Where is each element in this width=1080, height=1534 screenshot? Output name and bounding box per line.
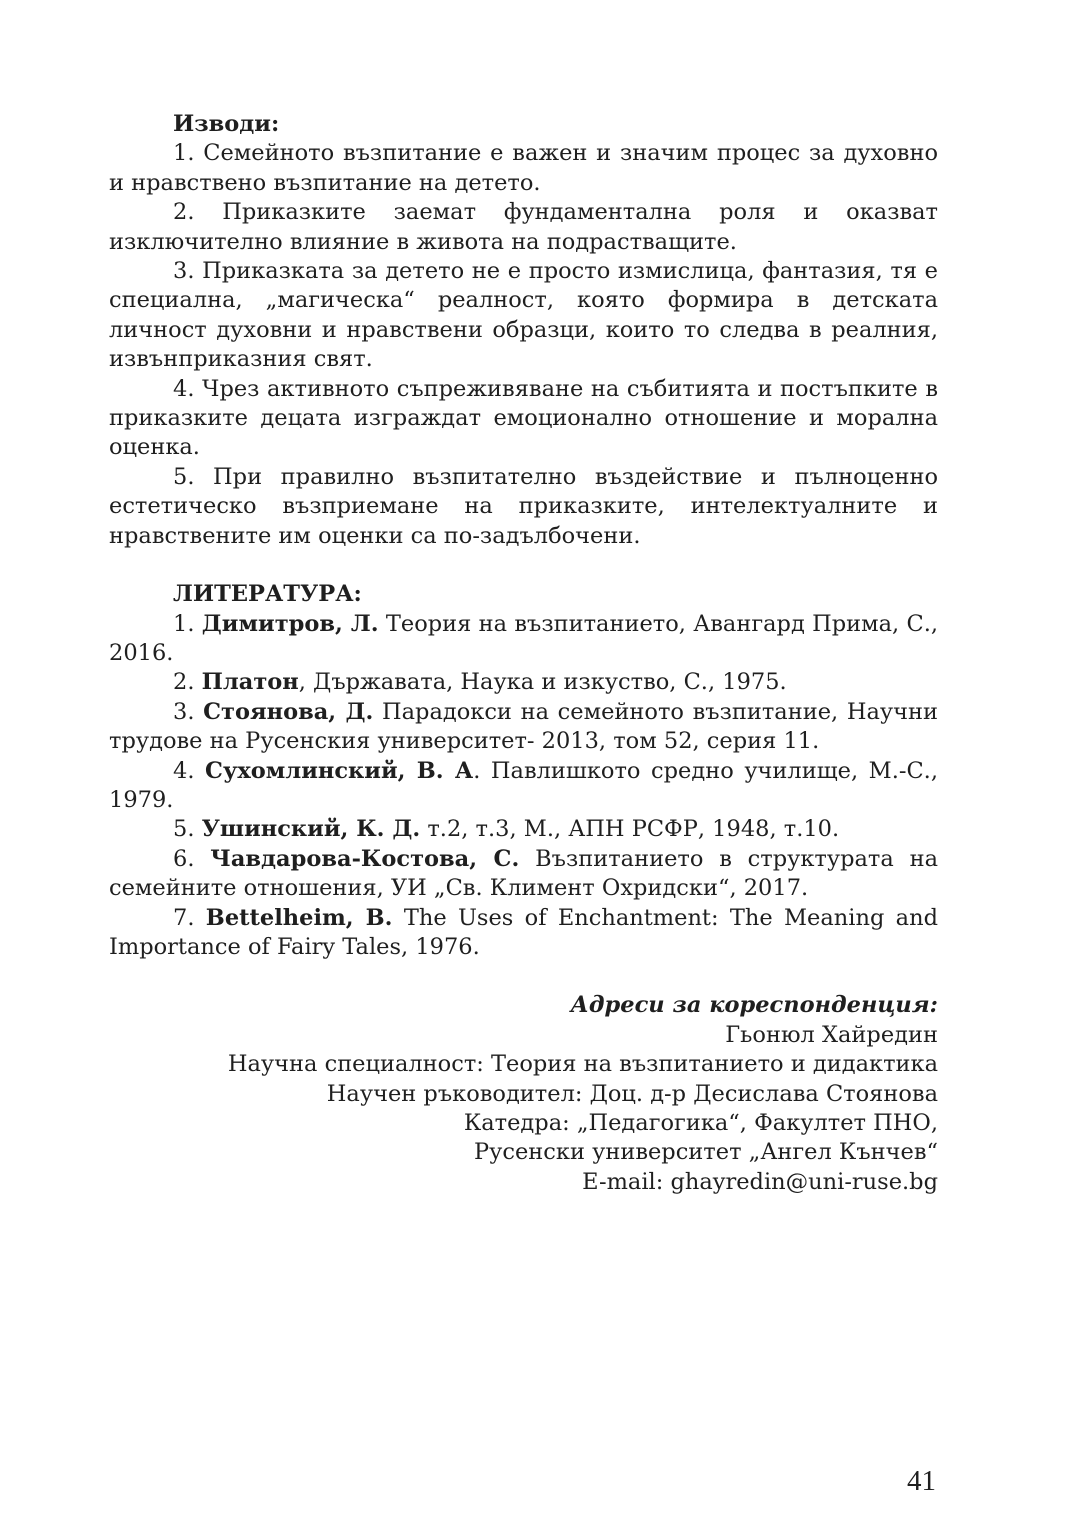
reference-author: Ушинский, К. Д.: [201, 816, 421, 843]
reference-author: Димитров, Л.: [201, 610, 379, 637]
conclusion-item: 2. Приказките заемат фундаментална роля и оказват изключително влияние в живота на подрастващите.: [109, 199, 938, 255]
reference-item: 1. Димитров, Л. Теория на възпитанието, Авангард Прима, С., 2016.: [109, 610, 939, 666]
conclusion-item: 1. Семейното възпитание е важен и значим процес за духовно и нравствено възпитание на детето.: [109, 140, 938, 196]
correspondence-specialty: Научна специалност: Теория на възпитанието и дидактика: [227, 1051, 938, 1078]
page-content: [109, 110, 938, 1197]
reference-author: Bettelheim, B.: [205, 904, 393, 931]
correspondence-supervisor: Научен ръководител: Доц. д-р Десислава Стоянова: [326, 1080, 938, 1107]
conclusion-item: 4. Чрез активното съпреживяване на събитията и постъпките в приказките децата изграждат емоционално отношение и морална оценка.: [109, 375, 938, 461]
reference-author: Чавдарова-Костова, С.: [210, 845, 520, 872]
reference-author: Сухомлинский, В. А: [205, 757, 474, 784]
reference-author: Стоянова, Д.: [203, 698, 374, 725]
spacer: [109, 551, 938, 580]
conclusion-item: 5. При правилно възпитателно въздействие и пълноценно естетическо възприемане на приказките, интелектуалните и нравствените им оценки са по-задълбочени.: [109, 463, 938, 549]
correspondence-department: Катедра: „Педагогика“, Факултет ПНО,: [463, 1110, 938, 1136]
correspondence-title: Адреси за кореспонденция:: [570, 992, 938, 1019]
correspondence-email: E-mail: ghayredin@uni-ruse.bg: [582, 1168, 938, 1195]
reference-item: 3. Стоянова, Д. Парадокси на семейното възпитание, Научни трудове на Русенския университет- 2013, том 52, серия 11.: [109, 698, 938, 755]
spacer: [109, 962, 938, 991]
reference-author: Платон: [201, 669, 299, 696]
conclusions-heading: Изводи:: [173, 111, 280, 137]
conclusion-item: 3. Приказката за детето не е просто измислица, фантазия, тя е специална, „магическа“ реалност, която формира в детската личност духовни и нравствени образци, които то следва в реалния, извънприказния свят.: [109, 258, 938, 373]
literature-heading: ЛИТЕРАТУРА:: [173, 581, 362, 608]
reference-item: 6. Чавдарова-Костова, С. Възпитанието в структурата на семейните отношения, УИ „Св. Климент Охридски“, 2017.: [109, 845, 938, 902]
reference-item: 4. Сухомлинский, В. А. Павлишкото средно училище, М.-С., 1979.: [109, 757, 938, 813]
reference-item: 5. Ушинский, К. Д. т.2, т.3, М., АПН РСФР, 1948, т.10.: [173, 816, 840, 843]
reference-item: 2. Платон, Държавата, Наука и изкуство, С., 1975.: [173, 669, 787, 696]
reference-item: 7. Bettelheim, B. The Uses of Enchantment: The Meaning and Importance of Fairy Tales, 1976.: [109, 904, 938, 960]
correspondence-name: Гьонюл Хайредин: [725, 1021, 938, 1048]
correspondence-university: Русенски университет „Ангел Кънчев“: [473, 1139, 938, 1166]
page-number: 41: [907, 1465, 936, 1497]
